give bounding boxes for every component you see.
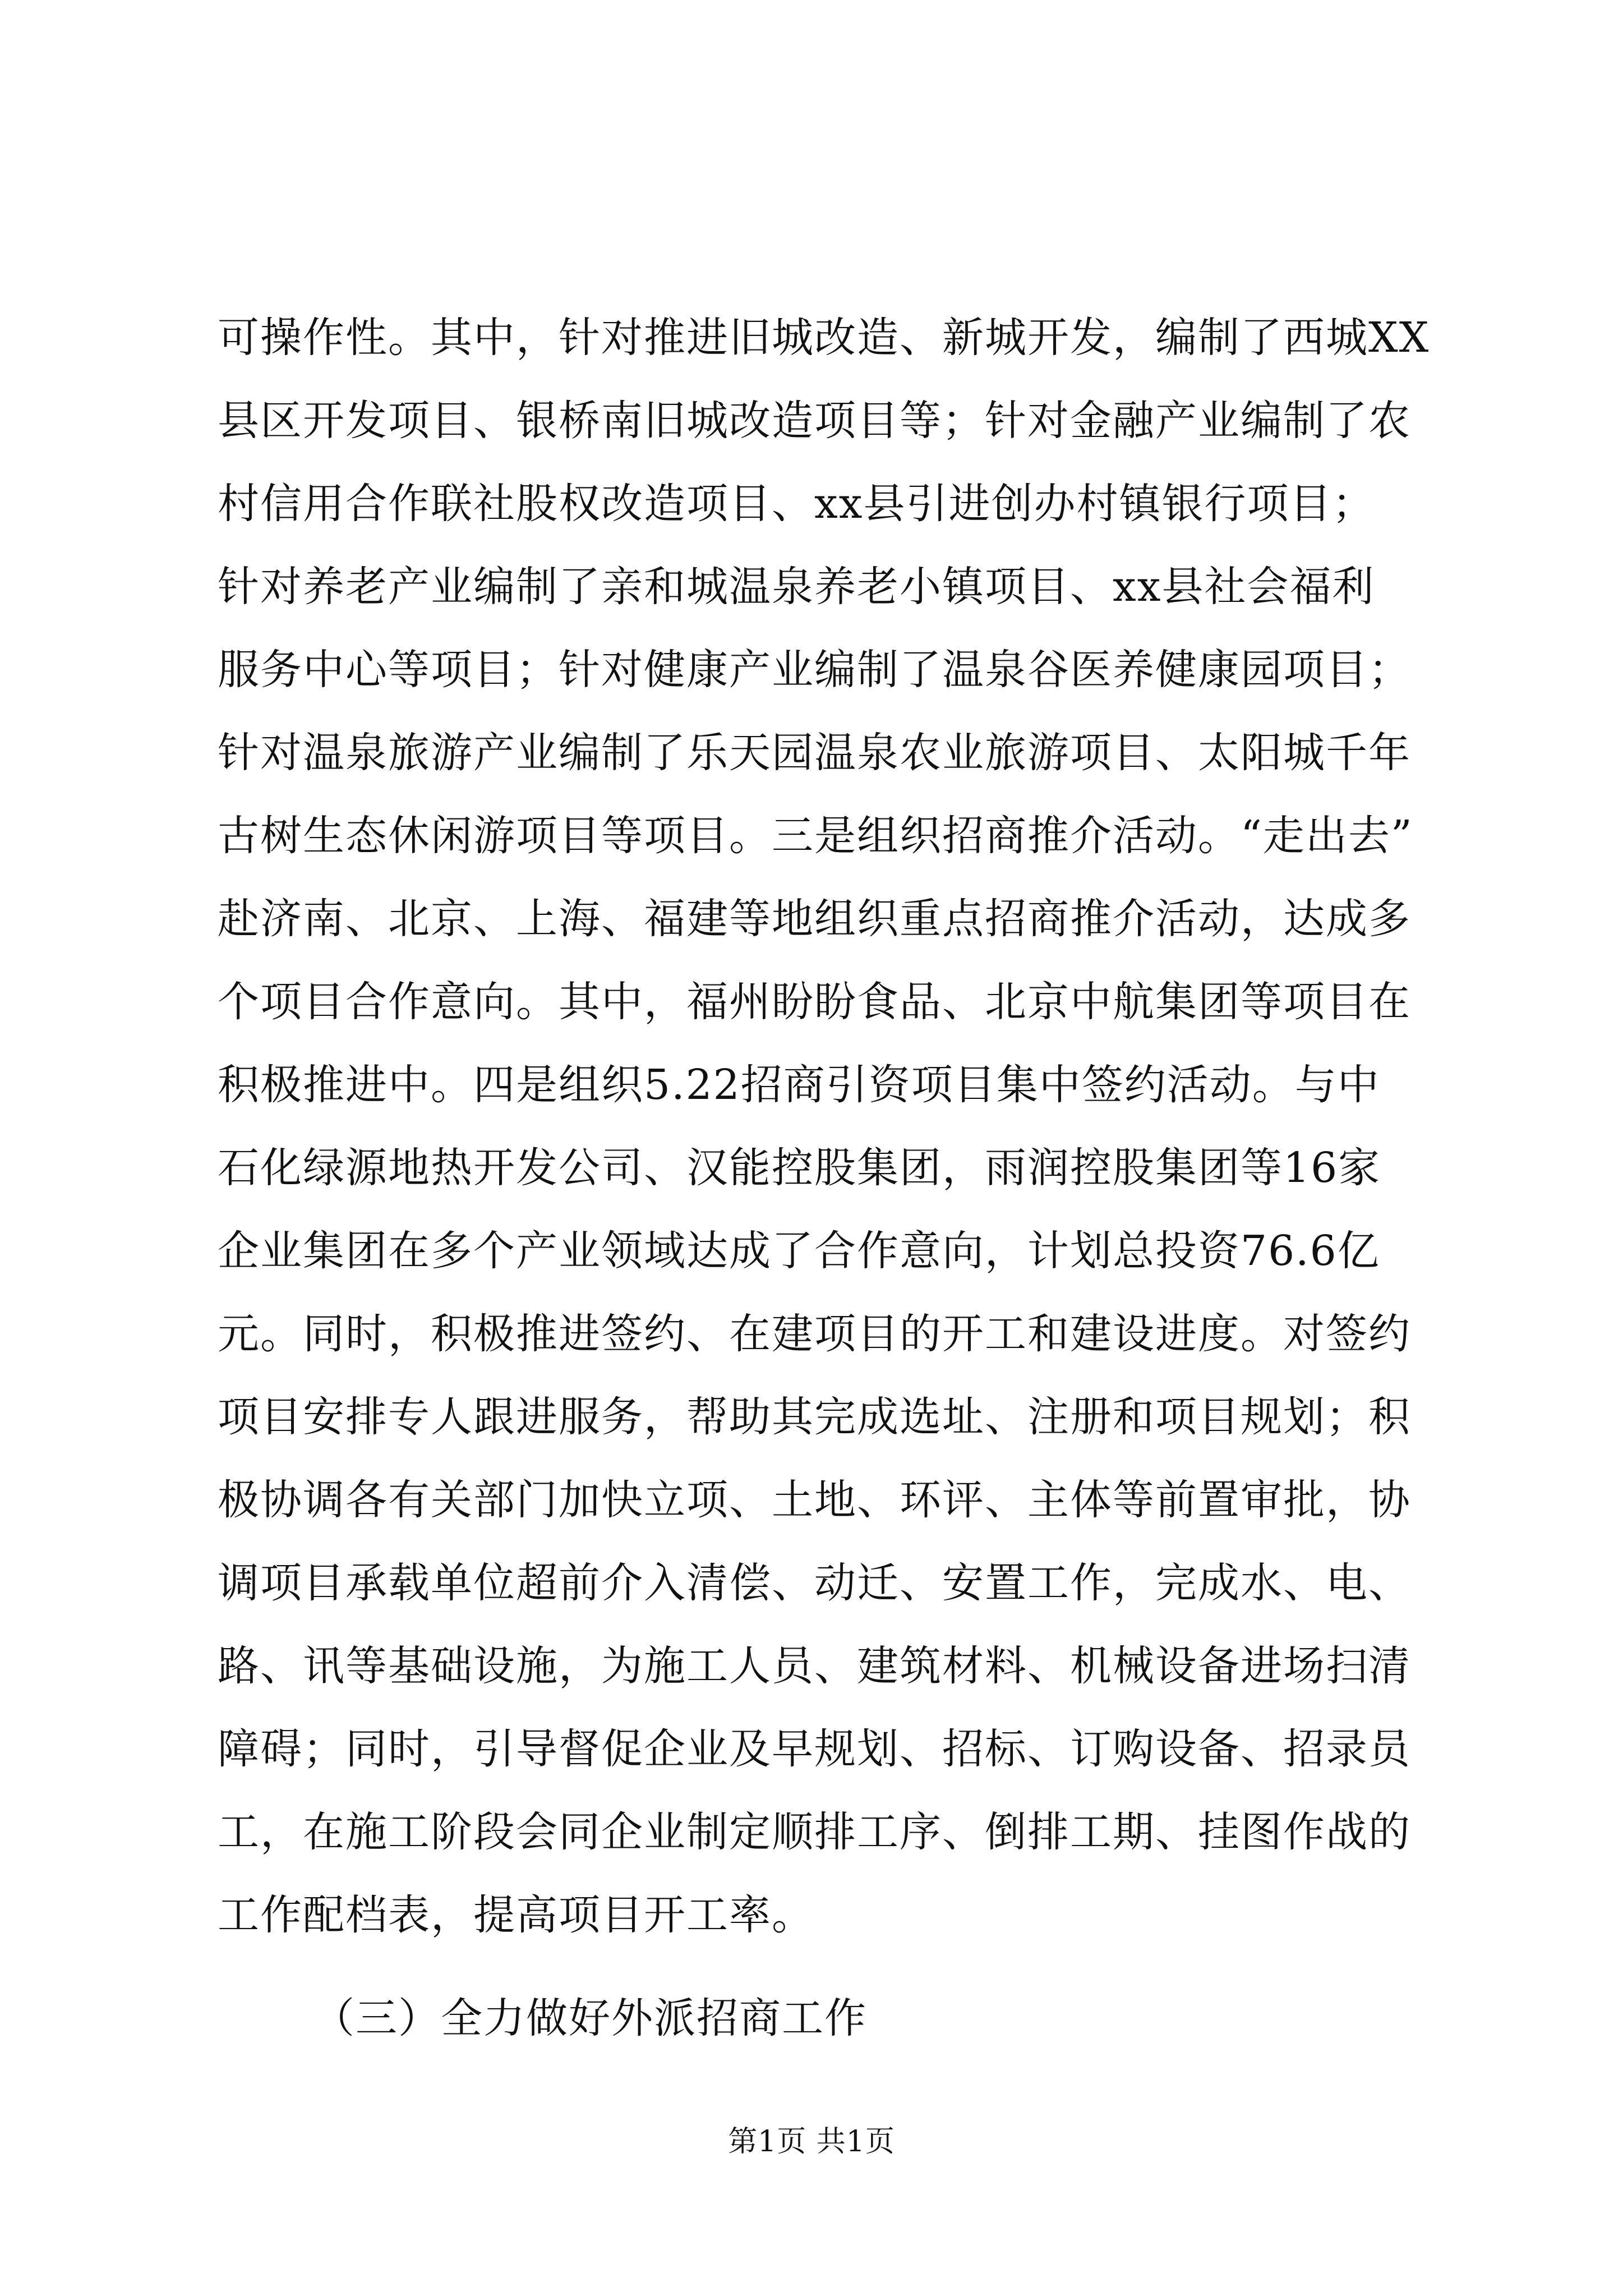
paragraph-line: 工作配档表，提高项目开工率。 — [218, 1891, 814, 1939]
paragraph-line: 路、讯等基础设施，为施工人员、建筑材料、机械设备进场扫清 — [218, 1642, 1411, 1690]
paragraph-line: 村信用合作联社股权改造项目、xx县引进创办村镇银行项目； — [218, 480, 1375, 528]
paragraph-line: 企业集团在多个产业领域达成了合作意向，计划总投资76.6亿 — [218, 1227, 1380, 1275]
paragraph-line: 极协调各有关部门加快立项、土地、环评、主体等前置审批，协 — [218, 1476, 1411, 1524]
paragraph-line: 赴济南、北京、上海、福建等地组织重点招商推介活动，达成多 — [218, 895, 1411, 943]
section-heading: （三）全力做好外派招商工作 — [313, 1994, 867, 2042]
paragraph-line: 针对养老产业编制了亲和城温泉养老小镇项目、xx县社会福利 — [218, 563, 1375, 611]
paragraph-line: 石化绿源地热开发公司、汉能控股集团，雨润控股集团等16家 — [218, 1144, 1381, 1192]
paragraph-line: 积极推进中。四是组织5.22招商引资项目集中签约活动。与中 — [218, 1061, 1380, 1109]
paragraph-line: 元。同时，积极推进签约、在建项目的开工和建设进度。对签约 — [218, 1310, 1411, 1358]
paragraph-line: 项目安排专人跟进服务，帮助其完成选址、注册和项目规划；积 — [218, 1393, 1411, 1441]
paragraph-line: 针对温泉旅游产业编制了乐天园温泉农业旅游项目、太阳城千年 — [218, 729, 1411, 777]
paragraph-line: 县区开发项目、银桥南旧城改造项目等；针对金融产业编制了农 — [218, 397, 1411, 445]
paragraph-line: 调项目承载单位超前介入清偿、动迁、安置工作，完成水、电、 — [218, 1559, 1411, 1607]
body-paragraph — [218, 296, 1430, 1957]
page-footer: 第1页 共1页 — [728, 2125, 895, 2159]
paragraph-line: 工，在施工阶段会同企业制定顺排工序、倒排工期、挂图作战的 — [218, 1808, 1411, 1856]
paragraph-line: 服务中心等项目；针对健康产业编制了温泉谷医养健康园项目； — [218, 646, 1411, 694]
paragraph-line: 可操作性。其中，针对推进旧城改造、新城开发，编制了西城XX — [218, 314, 1430, 362]
paragraph-line: 障碍；同时，引导督促企业及早规划、招标、订购设备、招录员 — [218, 1725, 1411, 1773]
paragraph-line: 个项目合作意向。其中，福州盼盼食品、北京中航集团等项目在 — [218, 978, 1411, 1026]
paragraph-line: 古树生态休闲游项目等项目。三是组织招商推介活动。“走出去” — [218, 812, 1413, 860]
